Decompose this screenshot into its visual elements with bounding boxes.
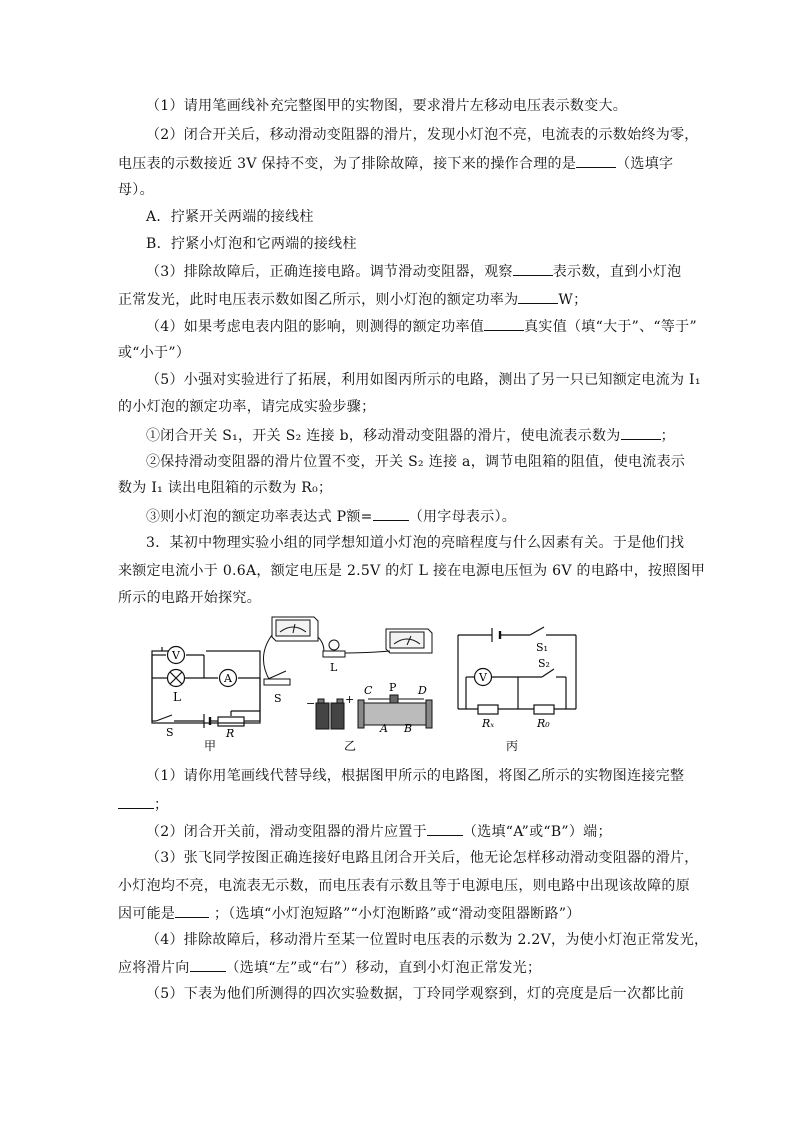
answer-blank[interactable] [427,821,463,836]
answer-blank[interactable] [118,794,154,809]
yi-battery-plus: + [345,693,355,706]
answer-blank[interactable] [175,903,209,918]
yi-terminal-d: D [418,684,427,697]
q3-part3-line1: （3）张飞同学按图正确连接好电路且闭合开关后，他无论怎样移动滑动变阻器的滑片， [146,850,699,866]
yi-voltmeter-meter [386,629,432,653]
jia-ammeter [220,670,237,687]
svg-text:V: V [172,649,180,662]
q2-part5-line2: 的小灯泡的额定功率，请完成实验步骤； [118,399,376,415]
answer-blank[interactable] [576,153,616,168]
option-a: A．拧紧开关两端的接线柱 [146,209,314,225]
yi-lamp-icon [323,640,345,657]
q3-part5-line1: （5）下表为他们所测得的四次实验数据，丁玲同学观察到，灯的亮度是后一次都比前 [146,986,685,1002]
svg-text:A: A [224,672,232,685]
answer-blank[interactable] [513,261,553,276]
answer-blank[interactable] [621,425,661,440]
yi-lamp-label: L [330,661,338,674]
q2-step3: ③则小灯泡的额定功率表达式 P额= （用字母表示）。 [118,506,712,527]
bing-battery-icon [492,628,500,642]
bing-s2-label: S₂ [538,657,550,670]
yi-caption: 乙 [344,739,357,753]
yi-rheostat-icon [358,695,432,728]
jia-lamp-label: L [173,690,181,704]
yi-battery-icon [316,699,344,729]
yi-terminal-c: C [364,684,373,697]
q3-part1-line1: （1）请你用笔画线代替导线，根据图甲所示的电路图，将图乙所示的实物图连接完整 [146,768,685,784]
q3-intro-line1: 3．某初中物理实验小组的同学想知道小灯泡的亮暗程度与什么因素有关。于是他们找 [146,535,685,551]
bing-r0-resistor [534,705,554,714]
answer-blank[interactable] [373,506,409,521]
svg-text:V: V [479,671,487,684]
q2-step2-line1: ②保持滑动变阻器的滑片位置不变，开关 S₂ 连接 a，调节电阻箱的阻值，使电流表示 [146,454,686,470]
jia-schematic [152,655,260,726]
jia-lamp-icon [168,670,185,687]
q2-part3-line1: （3）排除故障后，正确连接电路。调节滑动变阻器，观察 表示数，直到小灯泡 [118,261,712,282]
jia-switch-label: S [166,726,174,739]
q3-intro-line2: 来额定电流小于 0.6A，额定电压是 2.5V 的灯 L 接在电源电压恒为 6V 的电路中，按照图甲 [118,563,706,579]
q3-part3-line3: 因可能是 ；（选填“小灯泡短路”“小灯泡断路”或“滑动变阻器断路”） [118,903,684,924]
bing-r0-label: R₀ [537,717,550,730]
q2-part4-line1: （4）如果考虑电表内阻的影响，则测得的额定功率值 真实值（填“大于”、“等于” [118,316,712,337]
jia-battery-icon [204,714,210,728]
bing-rx-resistor [478,705,498,714]
jia-caption: 甲 [204,739,217,753]
yi-wires [263,635,390,681]
circuit-figure [146,607,616,759]
yi-terminal-b: B [404,722,413,735]
q3-part4-line1: （4）排除故障后，移动滑片至某一位置时电压表的示数为 2.2V，为使小灯泡正常发光， [146,932,709,948]
bing-voltmeter [475,669,492,686]
bing-caption: 丙 [506,739,519,753]
yi-switch-label: S [274,692,282,705]
q2-part1: （1）请用笔画线补充完整图甲的实物图，要求滑片左移动电压表示数变大。 [146,98,628,114]
q2-part2-line3: 母）。 [118,182,154,198]
q2-part4-line2: 或“小于”） [118,345,191,361]
yi-terminal-a: A [380,722,388,735]
q2-part3-line2: 正常发光，此时电压表示数如图乙所示，则小灯泡的额定功率为 W； [118,289,684,310]
bing-s1-label: S₁ [536,641,548,654]
q2-part2-line2: 电压表的示数接近 3V 保持不变，为了排除故障，接下来的操作合理的是 （选填字 [118,153,684,174]
yi-slider-p: P [389,681,397,694]
bing-schematic [458,627,576,709]
q3-part1-line2: ； [118,794,684,815]
q2-step1: ①闭合开关 S₁，开关 S₂ 连接 b，移动滑动变阻器的滑片，使电流表示数为 ； [118,425,712,446]
q3-part2: （2）闭合开关前，滑动变阻器的滑片应置于 （选填“A”或“B”）端； [118,821,712,842]
answer-blank[interactable] [484,316,524,331]
yi-battery-minus: − [306,697,316,710]
q2-part2-line1: （2）闭合开关后，移动滑动变阻器的滑片，发现小灯泡不亮，电流表的示数始终为零， [146,127,699,143]
jia-rheostat-label: R [226,727,235,740]
yi-ammeter-meter [272,617,318,641]
bing-rx-label: Rₓ [482,717,495,730]
option-b: B．拧紧小灯泡和它两端的接线柱 [146,236,357,252]
q3-part3-line2: 小灯泡均不亮，电流表无示数，而电压表有示数且等于电源电压，则电路中出现该故障的原 [118,878,690,894]
jia-voltmeter [168,647,185,664]
q2-part5-line1: （5）小强对实验进行了拓展，利用如图丙所示的电路，测出了另一只已知额定电流为 I₁ [146,372,701,388]
q3-intro-line3: 所示的电路开始探究。 [118,590,261,606]
answer-blank[interactable] [518,289,558,304]
answer-blank[interactable] [190,957,226,972]
q2-step2-line2: 数为 I₁ 读出电阻箱的示数为 R₀； [118,480,333,496]
q3-part4-line2: 应将滑片向 （选填“左”或“右”）移动，直到小灯泡正常发光； [118,957,684,978]
